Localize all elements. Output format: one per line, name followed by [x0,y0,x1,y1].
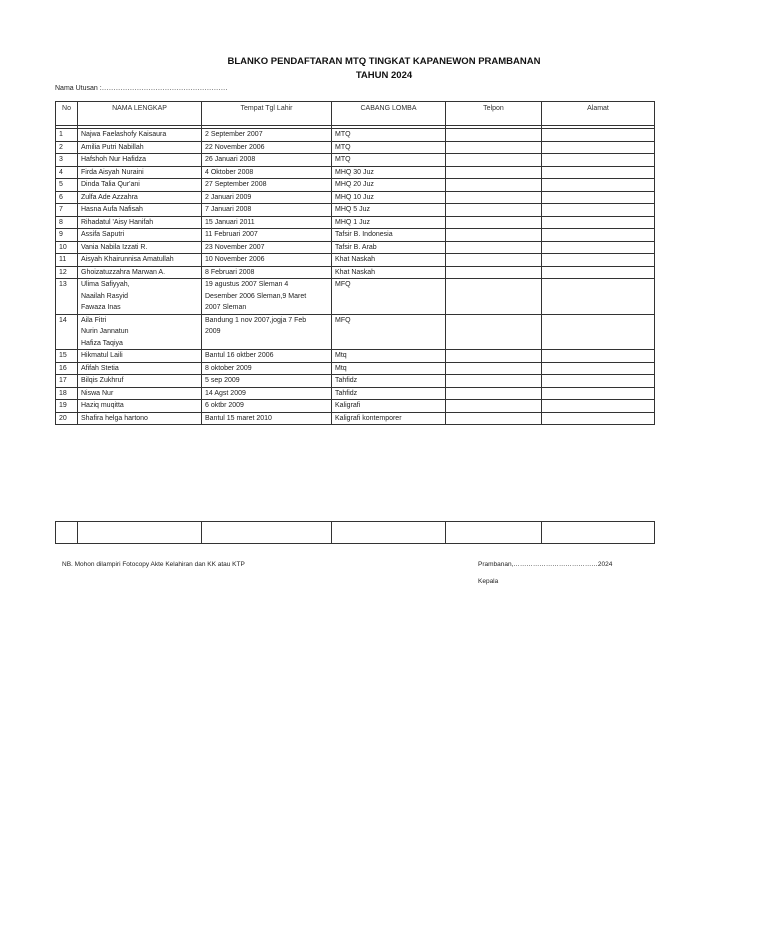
cell-nama-line: Hafshoh Nur Hafidza [81,156,146,163]
utusan-field: Nama Utusan :……………………………………………… [55,85,228,92]
cell-alamat [542,362,655,375]
cell-ttl [202,266,332,279]
cell-nama [78,266,202,279]
cell-alamat [542,241,655,254]
col-header-nama: NAMA LENGKAP [78,102,202,126]
signer-title: Kepala [478,578,499,585]
cell-nama-line: Aila Fitri [81,316,107,324]
cell-telpon [446,375,542,388]
cell-nama [78,412,202,425]
cell-nama [78,387,202,400]
cell-nama-line: Firda Aisyah Nuraini [81,168,144,176]
table-row [56,400,655,413]
cell-ttl-line: 8 oktober 2009 [205,364,252,372]
cell-alamat [542,400,655,413]
table-row [56,412,655,425]
table-row [56,375,655,388]
cell-nama [78,204,202,217]
cell-ttl [202,204,332,217]
cell-no: 12 [56,266,78,279]
cell-telpon [446,314,542,350]
cell-cabang: Tahfidz [332,387,446,400]
cell-nama [78,254,202,267]
cell-nama-line: Niswa Nur [81,389,114,397]
cell-ttl [202,362,332,375]
cell-ttl [202,375,332,388]
col-header-no: No [56,102,78,126]
cell-nama [78,129,202,142]
cell-alamat [542,387,655,400]
cell-nama-line: Hafiza Taqiya [81,339,123,347]
cell-nama [78,241,202,254]
cell-cabang: Kaligrafi [332,400,446,413]
cell-telpon [446,279,542,315]
cell-nama-line: Hikmatul Laili [81,352,123,359]
table-row [56,229,655,242]
cell-cabang: MHQ 30 Juz [332,166,446,179]
cell-ttl-line: 2 September 2007 [205,131,263,138]
cell-no: 2 [56,141,78,154]
table-row [56,266,655,279]
cell-ttl [202,314,332,350]
blank-entry-row [55,521,655,544]
cell-no: 3 [56,154,78,167]
table-row [56,387,655,400]
cell-nama [78,400,202,413]
cell-no: 16 [56,362,78,375]
cell-nama [78,216,202,229]
col-header-telpon: Telpon [446,102,542,126]
table-row [56,362,655,375]
cell-no: 10 [56,241,78,254]
cell-nama-line: Ghoizatuzzahra Marwan A. [81,268,166,276]
cell-ttl-line: Bandung 1 nov 2007,jogja 7 Feb [205,316,307,324]
cell-no: 5 [56,179,78,192]
cell-alamat [542,279,655,315]
cell-ttl [202,191,332,204]
table-row [56,204,655,217]
cell-cabang: MTQ [332,129,446,142]
col-header-ttl: Tempat Tgl Lahir [202,102,332,126]
cell-no: 4 [56,166,78,179]
cell-no: 13 [56,279,78,315]
table-row [56,191,655,204]
cell-telpon [446,387,542,400]
table-row [56,350,655,363]
cell-ttl [202,229,332,242]
cell-cabang: Khat Naskah [332,266,446,279]
cell-ttl-line: 10 November 2006 [205,256,265,263]
cell-cabang: MHQ 1 Juz [332,216,446,229]
cell-telpon [446,241,542,254]
cell-cabang: MFQ [332,279,446,315]
cell-telpon [446,350,542,363]
cell-ttl-line: 23 November 2007 [205,243,265,251]
cell-no: 20 [56,412,78,425]
cell-no: 11 [56,254,78,267]
blank-cell [446,522,542,544]
cell-no: 9 [56,229,78,242]
cell-ttl-line: 6 oktbr 2009 [205,402,244,409]
cell-ttl-line: 22 November 2006 [205,143,265,151]
cell-alamat [542,229,655,242]
cell-ttl-line: 27 September 2008 [205,181,267,188]
blank-cell [202,522,332,544]
cell-nama-line: Afifah Stetia [81,364,119,372]
table-row [56,179,655,192]
cell-nama [78,314,202,350]
cell-telpon [446,412,542,425]
cell-nama-line: Nurin Jannatun [81,328,129,335]
cell-nama [78,362,202,375]
cell-no: 14 [56,314,78,350]
cell-ttl-line: 26 Januari 2008 [205,156,256,163]
cell-ttl-line: 8 Februari 2008 [205,268,255,276]
cell-telpon [446,191,542,204]
cell-ttl-line: 2007 Sleman [205,304,247,311]
cell-ttl-line: 11 Februari 2007 [205,231,258,238]
cell-ttl-line: Bantul 15 maret 2010 [205,414,272,422]
cell-cabang: Tahfidz [332,375,446,388]
cell-ttl [202,216,332,229]
cell-telpon [446,179,542,192]
table-row [56,241,655,254]
cell-nama-line: Rihadatul 'Aisy Hanifah [81,218,154,226]
table-row [56,314,655,350]
cell-alamat [542,350,655,363]
table-row [56,216,655,229]
cell-ttl-line: 19 agustus 2007 Sleman 4 [205,281,289,288]
cell-no: 19 [56,400,78,413]
cell-nama-line: Hasna Aufa Nafisah [81,206,143,213]
cell-ttl [202,279,332,315]
cell-telpon [446,216,542,229]
cell-nama-line: Shafira helga hartono [81,414,148,422]
table-row [56,279,655,315]
cell-telpon [446,254,542,267]
cell-cabang: Tafsir B. Indonesia [332,229,446,242]
cell-alamat [542,129,655,142]
cell-telpon [446,166,542,179]
col-header-alamat: Alamat [542,102,655,126]
cell-ttl-line: 7 Januari 2008 [205,206,252,213]
cell-telpon [446,400,542,413]
cell-nama [78,179,202,192]
table-header-row [56,102,655,126]
cell-ttl-line: 2 Januari 2009 [205,193,252,201]
cell-ttl [202,154,332,167]
cell-ttl-line: 2009 [205,328,221,335]
cell-cabang: Tafsir B. Arab [332,241,446,254]
cell-cabang: MTQ [332,141,446,154]
cell-nama-line: Fawaza Inas [81,304,121,311]
cell-alamat [542,314,655,350]
cell-telpon [446,362,542,375]
cell-nama [78,141,202,154]
cell-alamat [542,412,655,425]
cell-nama-line: Zulfa Ade Azzahra [81,193,138,201]
cell-nama-line: Najwa Faelashofy Kaisaura [81,131,167,138]
cell-ttl [202,350,332,363]
cell-nama-line: Aisyah Khairunnisa Amatullah [81,256,174,263]
cell-no: 17 [56,375,78,388]
cell-ttl [202,141,332,154]
attachment-note: NB. Mohon dilampiri Fotocopy Akte Kelahiran dan KK atau KTP [62,561,245,568]
cell-telpon [446,141,542,154]
cell-nama [78,166,202,179]
cell-telpon [446,266,542,279]
cell-nama-line: Vania Nabila Izzati R. [81,243,148,251]
cell-ttl-line: 4 Oktober 2008 [205,168,254,176]
cell-alamat [542,254,655,267]
cell-nama-line: Naailah Rasyid [81,292,129,300]
cell-ttl-line: 14 Agst 2009 [205,389,246,397]
form-title: BLANKO PENDAFTARAN MTQ TINGKAT KAPANEWON PRAMBANAN [227,56,541,67]
cell-ttl-line: 15 Januari 2011 [205,218,255,226]
cell-nama-line: Ulima Safiyyah, [81,281,130,288]
cell-no: 1 [56,129,78,142]
registration-table [55,101,655,425]
table-row [56,129,655,142]
cell-alamat [542,204,655,217]
cell-nama-line: Haziq muqitta [81,402,124,409]
cell-alamat [542,375,655,388]
table-row [56,166,655,179]
cell-nama [78,229,202,242]
cell-cabang: MHQ 10 Juz [332,191,446,204]
cell-cabang: Khat Naskah [332,254,446,267]
cell-ttl [202,412,332,425]
cell-alamat [542,191,655,204]
cell-telpon [446,204,542,217]
blank-cell [542,522,655,544]
cell-cabang: MHQ 20 Juz [332,179,446,192]
cell-ttl [202,254,332,267]
cell-nama [78,154,202,167]
cell-ttl [202,166,332,179]
cell-ttl-line: 5 sep 2009 [205,377,240,384]
cell-ttl-line: Desember 2006 Sleman,9 Maret [205,292,307,300]
cell-no: 7 [56,204,78,217]
cell-alamat [542,166,655,179]
cell-nama [78,350,202,363]
cell-cabang: MHQ 5 Juz [332,204,446,217]
cell-no: 15 [56,350,78,363]
place-date: Prambanan,…………………………………2024 [478,561,613,568]
blank-row [56,522,655,544]
cell-alamat [542,141,655,154]
table-row [56,141,655,154]
cell-nama-line: Amilia Putri Nabillah [81,143,144,151]
form-year: TAHUN 2024 [355,70,413,81]
cell-ttl [202,387,332,400]
cell-alamat [542,179,655,192]
cell-cabang: MTQ [332,154,446,167]
blank-cell [78,522,202,544]
cell-nama-line: Bilqis Zukhruf [81,377,124,384]
table-row [56,254,655,267]
cell-cabang: Mtq [332,362,446,375]
cell-nama [78,279,202,315]
cell-telpon [446,154,542,167]
cell-cabang: MFQ [332,314,446,350]
cell-telpon [446,129,542,142]
cell-alamat [542,216,655,229]
cell-no: 8 [56,216,78,229]
cell-nama [78,375,202,388]
table-row [56,154,655,167]
cell-no: 6 [56,191,78,204]
col-header-cabang: CABANG LOMBA [332,102,446,126]
cell-alamat [542,266,655,279]
cell-nama [78,191,202,204]
cell-cabang: Mtq [332,350,446,363]
cell-ttl [202,241,332,254]
cell-nama-line: Assifa Saputri [81,231,125,238]
cell-cabang: Kaligrafi kontemporer [332,412,446,425]
blank-cell [332,522,446,544]
cell-ttl [202,400,332,413]
cell-alamat [542,154,655,167]
cell-no: 18 [56,387,78,400]
blank-cell [56,522,78,544]
cell-ttl [202,129,332,142]
cell-ttl [202,179,332,192]
cell-telpon [446,229,542,242]
cell-ttl-line: Bantul 16 oktber 2006 [205,352,274,359]
cell-nama-line: Dinda Talia Qur'ani [81,181,140,188]
